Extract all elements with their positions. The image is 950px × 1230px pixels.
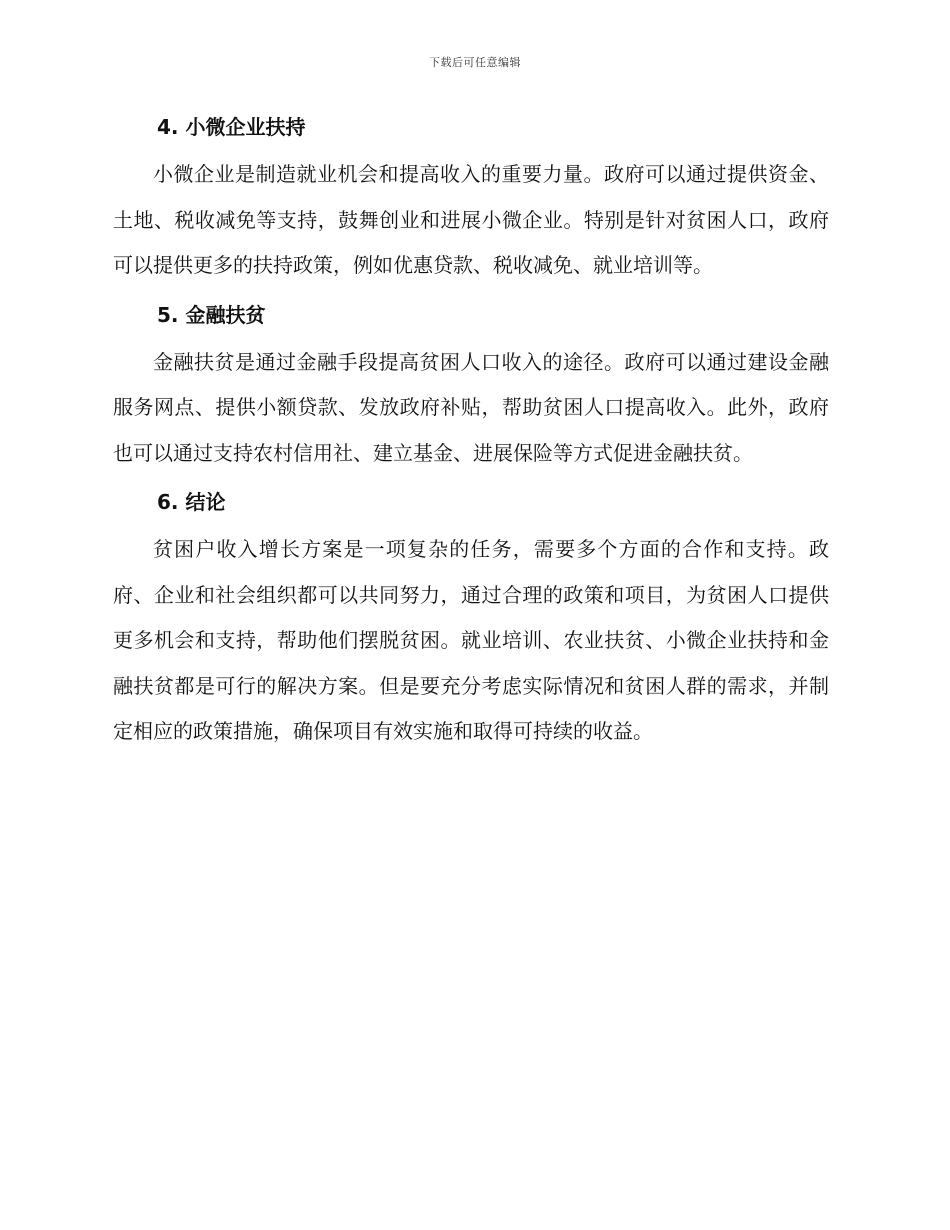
section-small-business-support xyxy=(113,110,829,289)
section-paragraph: 小微企业是制造就业机会和提高收入的重要力量。政府可以通过提供资金、土地、税收减免等支持，鼓舞创业和进展小微企业。特别是针对贫困人口，政府可以提供更多的扶持政策，例如优惠贷款、税收减免、就业培训等。 xyxy=(113,162,829,277)
section-heading: 4. 小微企业扶持 xyxy=(157,115,306,139)
header-note: 下载后可任意编辑 xyxy=(429,56,521,69)
document-body xyxy=(113,110,829,755)
section-conclusion xyxy=(113,485,829,755)
section-paragraph: 金融扶贫是通过金融手段提高贫困人口收入的途径。政府可以通过建设金融服务网点、提供小额贷款、发放政府补贴，帮助贫困人口提高收入。此外，政府也可以通过支持农村信用社、建立基金、进展保险等方式促进金融扶贫。 xyxy=(113,349,829,465)
section-heading: 5. 金融扶贫 xyxy=(157,302,266,327)
section-heading: 6. 结论 xyxy=(157,490,226,514)
section-financial-poverty-alleviation xyxy=(113,298,829,477)
section-paragraph: 贫困户收入增长方案是一项复杂的任务，需要多个方面的合作和支持。政府、企业和社会组织都可以共同努力，通过合理的政策和项目，为贫困人口提供更多机会和支持，帮助他们摆脱贫困。就业培训、农业扶贫、小微企业扶持和金融扶贫都是可行的解决方案。但是要充分考虑实际情况和贫困人群的需求，并制定相应的政策措施，确保项目有效实施和取得可持续的收益。 xyxy=(113,537,829,743)
